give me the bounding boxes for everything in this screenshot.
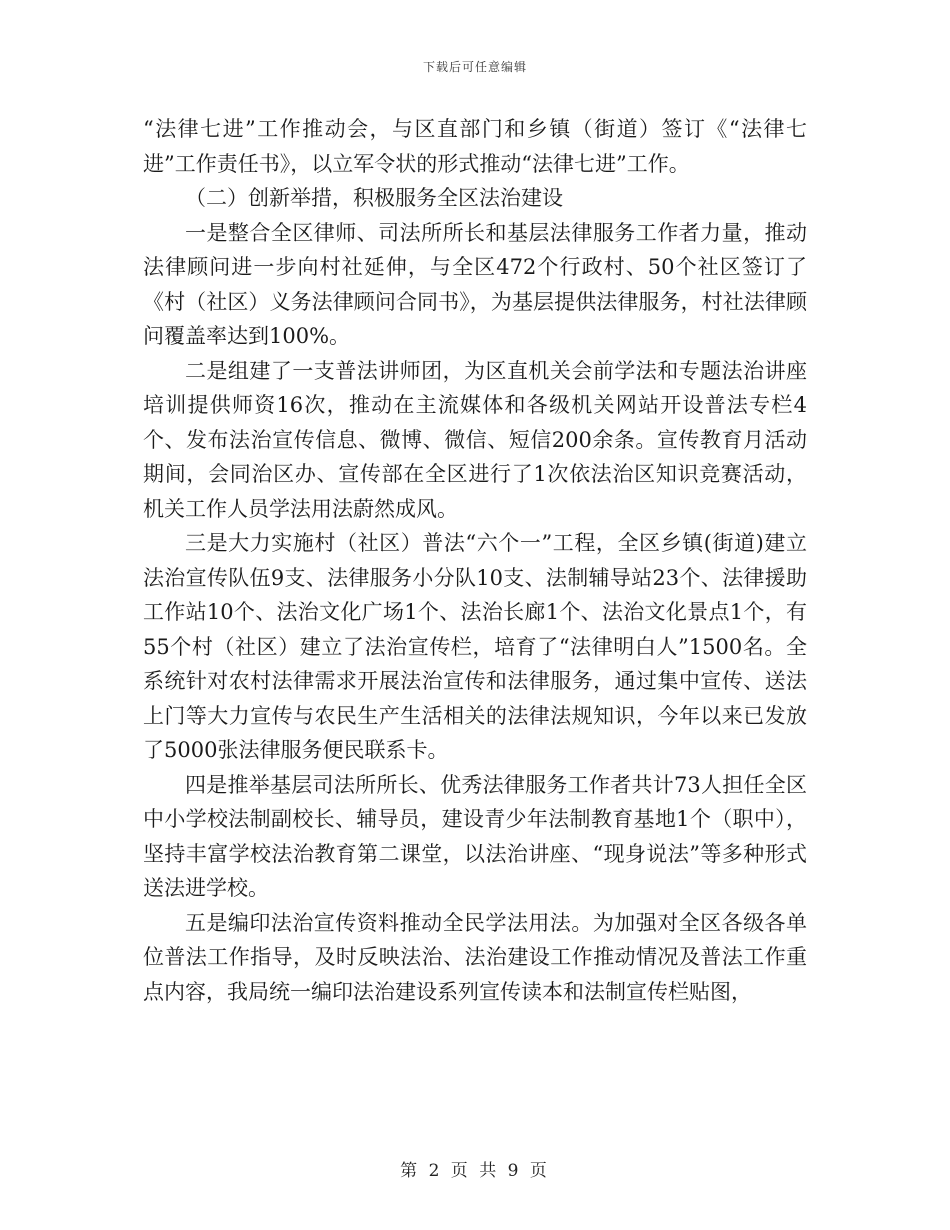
- paragraph: 二是组建了一支普法讲师团，为区直机关会前学法和专题法治讲座培训提供师资16次，推动在主流媒体和各级机关网站开设普法专栏4个、发布法治宣传信息、微博、微信、短信200余条。宣传教育月活动期间，会同治区办、宣传部在全区进行了1次依法治区知识竞赛活动，机关工作人员学法用法蔚然成风。: [143, 358, 807, 521]
- paragraph: 三是大力实施村（社区）普法“六个一”工程，全区乡镇(街道)建立法治宣传队伍9支、法律服务小分队10支、法制辅导站23个、法律援助工作站10个、法治文化广场1个、法治长廊1个、法治文化景点1个，有55个村（社区）建立了法治宣传栏，培育了“法律明白人”1500名。全系统针对农村法律需求开展法治宣传和法律服务，通过集中宣传、送法上门等大力宣传与农民生产生活相关的法律法规知识，今年以来已发放了5000张法律服务便民联系卡。: [143, 531, 807, 762]
- page-header: 下载后可任意编辑: [422, 60, 527, 74]
- document-body: [143, 112, 807, 1009]
- paragraph: 一是整合全区律师、司法所所长和基层法律服务工作者力量，推动法律顾问进一步向村社延伸，与全区472个行政村、50个社区签订了《村（社区）义务法律顾问合同书》，为基层提供法律服务，村社法律顾问覆盖率达到100%。: [143, 220, 807, 348]
- paragraph-continuation: “法律七进”工作推动会，与区直部门和乡镇（街道）签订《“法律七进”工作责任书》，以立军令状的形式推动“法律七进”工作。: [143, 117, 807, 176]
- section-heading: （二）创新举措，积极服务全区法治建设: [185, 186, 563, 210]
- paragraph: 五是编印法治宣传资料推动全民学法用法。为加强对全区各级各单位普法工作指导，及时反映法治、法治建设工作推动情况及普法工作重点内容，我局统一编印法治建设系列宣传读本和法制宣传栏贴图，: [143, 910, 807, 1004]
- page-footer: 第 2 页 共 9 页: [400, 1161, 550, 1181]
- paragraph: 四是推举基层司法所所长、优秀法律服务工作者共计73人担任全区中小学校法制副校长、辅导员，建设青少年法制教育基地1个（职中），坚持丰富学校法治教育第二课堂，以法治讲座、“现身说法”等多种形式送法进学校。: [143, 772, 807, 900]
